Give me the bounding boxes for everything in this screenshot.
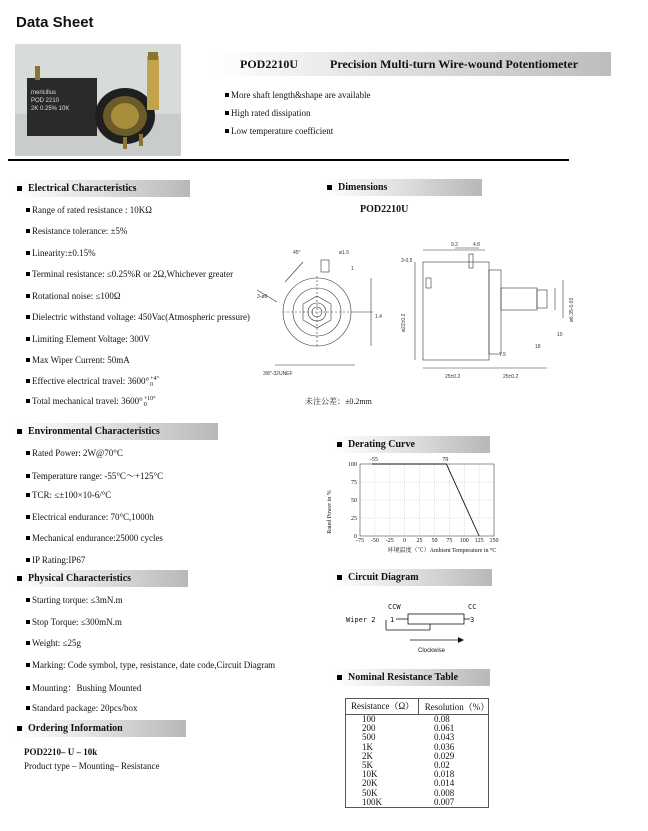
table-header-resistance: Resistance（Ω）	[346, 699, 419, 714]
resistance-value: 200	[362, 723, 376, 734]
resistance-table-body	[346, 715, 488, 807]
header-divider	[8, 159, 569, 161]
dim-label: 3-0.5	[401, 258, 413, 264]
dim-label: 10	[557, 332, 563, 338]
spec-item: Dielectric withstand voltage: 450Vac(Atmospheric pressure)	[26, 312, 250, 322]
curve-knee-label: 70	[442, 457, 449, 463]
dimensions-model: POD2210U	[360, 204, 409, 215]
spec-item: Mounting：Bushing Mounted	[26, 681, 141, 694]
product-title: Precision Multi-turn Wire-wound Potentiometer	[330, 56, 579, 71]
photo-model-text: POD 2210	[31, 98, 60, 104]
dim-label: ø1.5	[339, 250, 350, 256]
resistance-table-header: Nominal Resistance Table	[334, 669, 490, 686]
dim-label: 9.2	[451, 242, 458, 248]
curve-start-label: -55	[369, 457, 378, 463]
spec-item: Temperature range: -55°C～+125°C	[26, 469, 163, 482]
resistance-value: 10K	[362, 769, 378, 780]
dim-label: 45°	[293, 250, 301, 256]
resistor-element	[408, 614, 464, 624]
product-photo	[15, 44, 181, 156]
x-tick-label: 100	[459, 538, 469, 544]
dim-label: 7.5	[499, 352, 506, 358]
derating-chart	[322, 456, 504, 558]
y-tick-label: 25	[351, 516, 357, 522]
x-tick-label: 125	[474, 538, 484, 544]
spec-item: Resistance tolerance: ±5%	[26, 226, 127, 236]
model-number: POD2210U	[240, 56, 298, 71]
x-tick-label: 0	[403, 538, 407, 544]
spec-item: Starting torque: ≤3mN.m	[26, 595, 123, 605]
resistance-value: 2K	[362, 750, 373, 761]
resolution-value: 0.02	[434, 760, 450, 771]
y-tick-label: 75	[351, 480, 357, 486]
resolution-value: 0.018	[434, 769, 455, 780]
ordering-section-header: Ordering Information	[14, 720, 186, 737]
resistance-value: 50K	[362, 787, 378, 798]
spec-item: Stop Torque: ≤300mN.m	[26, 617, 122, 627]
resolution-value: 0.014	[434, 778, 455, 789]
pin1-label: 1	[390, 616, 395, 624]
square-bullet-icon	[327, 185, 332, 190]
x-tick-label: 75	[446, 538, 453, 544]
derating-x-axis-label: 环境温度（℃）Ambient Temperature in °C	[387, 548, 497, 554]
spec-item-effective-travel: Effective electrical travel: 3600° +4° 0	[26, 376, 159, 388]
dim-label: 1.4	[375, 314, 382, 320]
resolution-value: 0.007	[434, 796, 455, 807]
resolution-value: 0.029	[434, 750, 455, 761]
dim-label: ø22±0.2	[401, 313, 407, 332]
electrical-section-header: Electrical Characteristics	[14, 180, 190, 197]
spec-item-total-travel: Total mechanical travel: 3600° +10° 0	[26, 396, 155, 408]
dim-label: ø6.35-0.03	[569, 297, 575, 322]
spec-item: Rated Power: 2W@70°C	[26, 448, 123, 458]
square-bullet-icon	[17, 186, 22, 191]
table-header-resolution: Resolution（%）	[424, 702, 490, 712]
spec-item: Electrical endurance: 70°C,1000h	[26, 512, 154, 522]
y-tick-label: 50	[351, 498, 357, 504]
resolution-value: 0.036	[434, 741, 455, 752]
square-bullet-icon	[337, 575, 342, 580]
x-tick-label: -50	[370, 538, 379, 544]
tolerance-note: 未注公差：±0.2mm	[305, 397, 372, 406]
spec-item: Max Wiper Current: 50mA	[26, 355, 130, 365]
spec-item: Linearity:±0.15%	[26, 248, 96, 258]
feature-item: High rated dissipation	[225, 108, 311, 118]
spec-item: Rotational noise: ≤100Ω	[26, 291, 121, 301]
feature-item: More shaft length&shape are available	[225, 90, 370, 100]
spec-item: Standard package: 20pcs/box	[26, 703, 137, 713]
product-header-bar	[214, 52, 611, 76]
resistance-value: 500	[362, 732, 376, 743]
circuit-section-header: Circuit Diagram	[334, 569, 492, 586]
x-tick-label: -75	[356, 538, 364, 544]
resistance-value: 100	[362, 714, 376, 724]
dim-label: 3/8"-32UNEF	[263, 371, 293, 377]
resolution-value: 0.008	[434, 787, 455, 798]
photo-brand-text: mericillus	[31, 90, 57, 96]
square-bullet-icon	[17, 726, 22, 731]
spec-item: Range of rated resistance : 10KΩ	[26, 205, 152, 215]
dim-label: 1	[351, 266, 354, 272]
square-bullet-icon	[337, 442, 342, 447]
resolution-value: 0.08	[434, 714, 450, 724]
resolution-value: 0.061	[434, 723, 455, 734]
y-tick-label: 100	[348, 462, 357, 468]
spec-item: Limiting Element Voltage: 300V	[26, 334, 150, 344]
spec-item: TCR: ≤±100×10-6/°C	[26, 490, 111, 500]
dimensions-section-header: Dimensions	[324, 179, 482, 196]
physical-section-header: Physical Characteristics	[14, 570, 188, 587]
dim-label: 25±0.2	[503, 374, 519, 380]
x-tick-label: 50	[431, 538, 438, 544]
derating-curve-line	[372, 464, 479, 536]
photo-marking-text: 2K 0.25% 10K	[31, 106, 70, 112]
resistance-value: 100K	[362, 796, 382, 807]
spec-item: Mechanical endurance:25000 cycles	[26, 533, 163, 543]
page-title: Data Sheet	[16, 14, 94, 31]
spec-item: Terminal resistance: ≤0.25%R or 2Ω,Whichever greater	[26, 269, 233, 279]
x-tick-label: -25	[385, 538, 394, 544]
resistance-value: 5K	[362, 760, 373, 771]
derating-y-axis-label: Rated Power in %	[327, 490, 333, 534]
feature-item: Low temperature coefficient	[225, 126, 333, 136]
resistance-value: 1K	[362, 741, 373, 752]
ordering-code: POD2210– U – 10k	[24, 747, 98, 757]
spec-item: Marking: Code symbol, type, resistance, date code,Circuit Diagram	[26, 660, 275, 670]
square-bullet-icon	[17, 429, 22, 434]
square-bullet-icon	[337, 675, 342, 680]
dim-label: 18	[535, 344, 541, 350]
spec-item: Weight: ≤25g	[26, 638, 81, 648]
resistance-value: 20K	[362, 778, 378, 789]
x-tick-label: 150	[489, 538, 499, 544]
circuit-diagram	[346, 600, 486, 656]
spec-item: IP Rating:IP67	[26, 555, 85, 565]
ccw-label: CCW	[388, 603, 401, 611]
dim-label: 3-ø9	[257, 294, 268, 300]
resistance-table	[345, 698, 489, 808]
cc-label: CC	[468, 603, 477, 611]
dimension-drawing	[255, 240, 600, 385]
square-bullet-icon	[17, 576, 22, 581]
wiper-label: Wiper 2	[346, 616, 376, 624]
x-tick-label: 25	[416, 538, 423, 544]
derating-section-header: Derating Curve	[334, 436, 490, 453]
ordering-description: Product type – Mounting– Resistance	[24, 761, 160, 771]
pin3-label: 3	[470, 616, 475, 624]
resolution-value: 0.043	[434, 732, 455, 743]
y-tick-label: 0	[354, 534, 357, 540]
clockwise-label: Clockwise	[418, 648, 446, 654]
environmental-section-header: Environmental Characteristics	[14, 423, 218, 440]
dim-label: 4.8	[473, 242, 480, 248]
table-row	[346, 798, 488, 807]
dim-label: 25±0.2	[445, 374, 461, 380]
